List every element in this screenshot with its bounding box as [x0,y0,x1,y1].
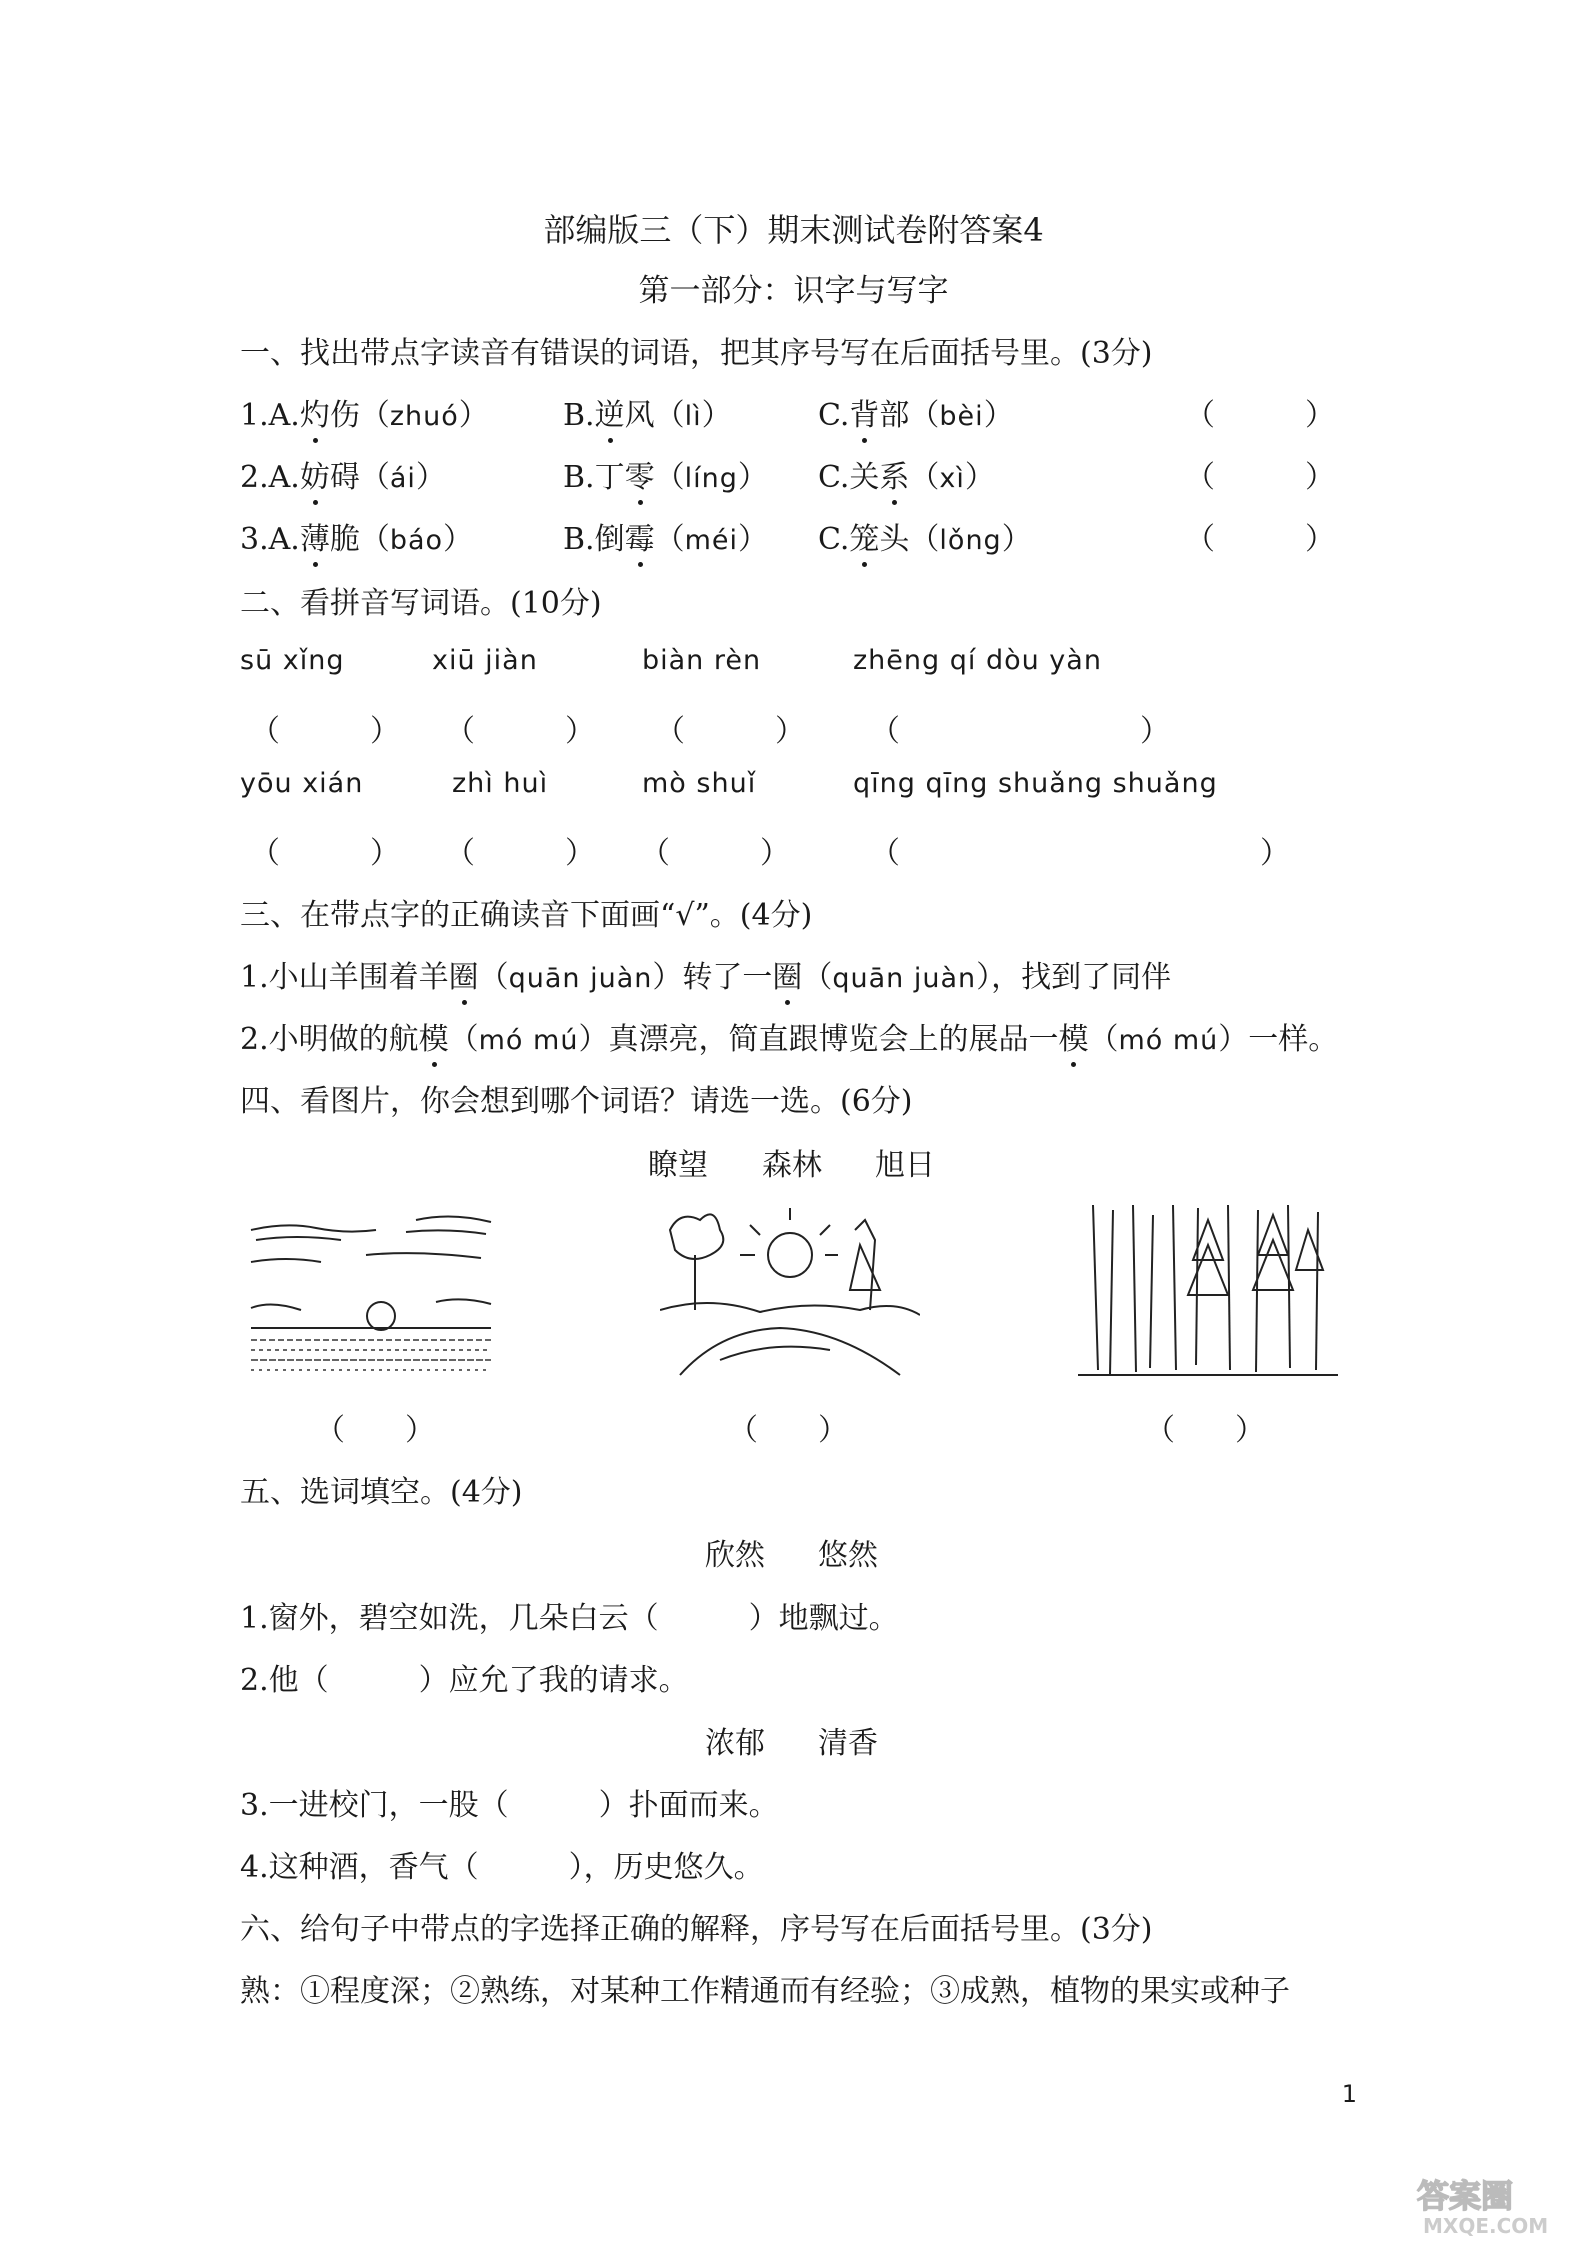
watermark-url: MXQE.COM [1423,2214,1549,2238]
pinyin-prompt: zhì huì [452,768,549,799]
q1-option-a: 2.A.妨碍（ái） [240,452,446,496]
forest-picture [1078,1200,1338,1380]
pinyin-prompt: xiū jiàn [432,645,538,676]
answer-blank[interactable]: （ ） [728,1413,848,1448]
q1-option-b: B.逆风（lì） [563,390,732,434]
answer-blank[interactable]: （ ） [1185,522,1335,557]
q1-option-c: C.背部（bèi） [818,390,1014,434]
page-number: 1 [1341,2080,1357,2108]
answer-blank[interactable]: （ ） [870,714,1170,749]
word-choice: 旭日 [875,1148,935,1183]
q5-heading: 五、选词填空。(4分) [240,1475,523,1510]
q3-sentence-1: 1.小山羊围着羊圈（quān juàn）转了一圈（quān juàn），找到了同伴 [240,952,1171,996]
word-choice: 欣然 [705,1538,765,1573]
q1-heading: 一、找出带点字读音有错误的词语，把其序号写在后面括号里。(3分) [240,336,1153,371]
pinyin-prompt: biàn rèn [642,645,762,676]
answer-blank[interactable]: （ ） [1185,398,1335,433]
word-choice: 瞭望 [648,1148,708,1183]
q1-option-a: 3.A.薄脆（báo） [240,514,473,558]
q5-sentence: 4.这种酒，香气（ ），历史悠久。 [240,1850,764,1885]
answer-blank[interactable]: （ ） [870,836,1290,871]
q2-heading: 二、看拼音写词语。(10分) [240,586,602,621]
watermark-logo [1409,2169,1579,2239]
q3-sentence-2: 2.小明做的航模（mó mú）真漂亮，简直跟博览会上的展品一模（mó mú）一样。 [240,1014,1338,1058]
answer-blank[interactable]: （ ） [1185,460,1335,495]
pinyin-prompt: qīng qīng shuǎng shuǎng [853,768,1218,799]
answer-blank[interactable]: （ ） [445,836,595,871]
pinyin-prompt: sū xǐng [240,645,345,676]
answer-blank[interactable]: （ ） [315,1413,435,1448]
q6-heading: 六、给句子中带点的字选择正确的解释，序号写在后面括号里。(3分) [240,1912,1153,1947]
q1-option-b: B.倒霉（méi） [563,514,768,558]
pinyin-prompt: mò shuǐ [642,768,757,799]
answer-blank[interactable]: （ ） [445,714,595,749]
sunrise-picture [246,1200,496,1380]
page-title: 部编版三（下）期末测试卷附答案4 [543,211,1044,249]
q5-sentence: 2.他（ ）应允了我的请求。 [240,1663,689,1698]
q1-option-c: C.笼头（lǒng） [818,514,1032,558]
word-choice: 清香 [818,1726,878,1761]
word-choice: 森林 [762,1148,822,1183]
q5-sentence: 1.窗外，碧空如洗，几朵白云（ ）地飘过。 [240,1601,899,1636]
word-choice: 悠然 [818,1538,878,1573]
q1-option-b: B.丁零（líng） [563,452,768,496]
answer-blank[interactable]: （ ） [655,714,805,749]
pinyin-prompt: zhēng qí dòu yàn [853,645,1102,676]
lookout-picture [660,1200,920,1380]
q5-sentence: 3.一进校门，一股（ ）扑面而来。 [240,1788,779,1823]
pinyin-prompt: yōu xián [240,768,364,799]
q3-heading: 三、在带点字的正确读音下面画“√”。(4分) [240,898,813,933]
watermark-text: 答案圈 [1417,2177,1514,2215]
answer-blank[interactable]: （ ） [250,836,400,871]
q6-definition: 熟：①程度深；②熟练，对某种工作精通而有经验；③成熟，植物的果实或种子 [240,1974,1290,2009]
answer-blank[interactable]: （ ） [1145,1413,1265,1448]
q1-option-c: C.关系（xì） [818,452,995,496]
q1-option-a: 1.A.灼伤（zhuó） [240,390,489,434]
answer-blank[interactable]: （ ） [250,714,400,749]
answer-blank[interactable]: （ ） [640,836,790,871]
section-title: 第一部分：识字与写字 [638,273,949,309]
word-choice: 浓郁 [705,1726,765,1761]
q4-heading: 四、看图片，你会想到哪个词语？请选一选。(6分) [240,1084,913,1119]
